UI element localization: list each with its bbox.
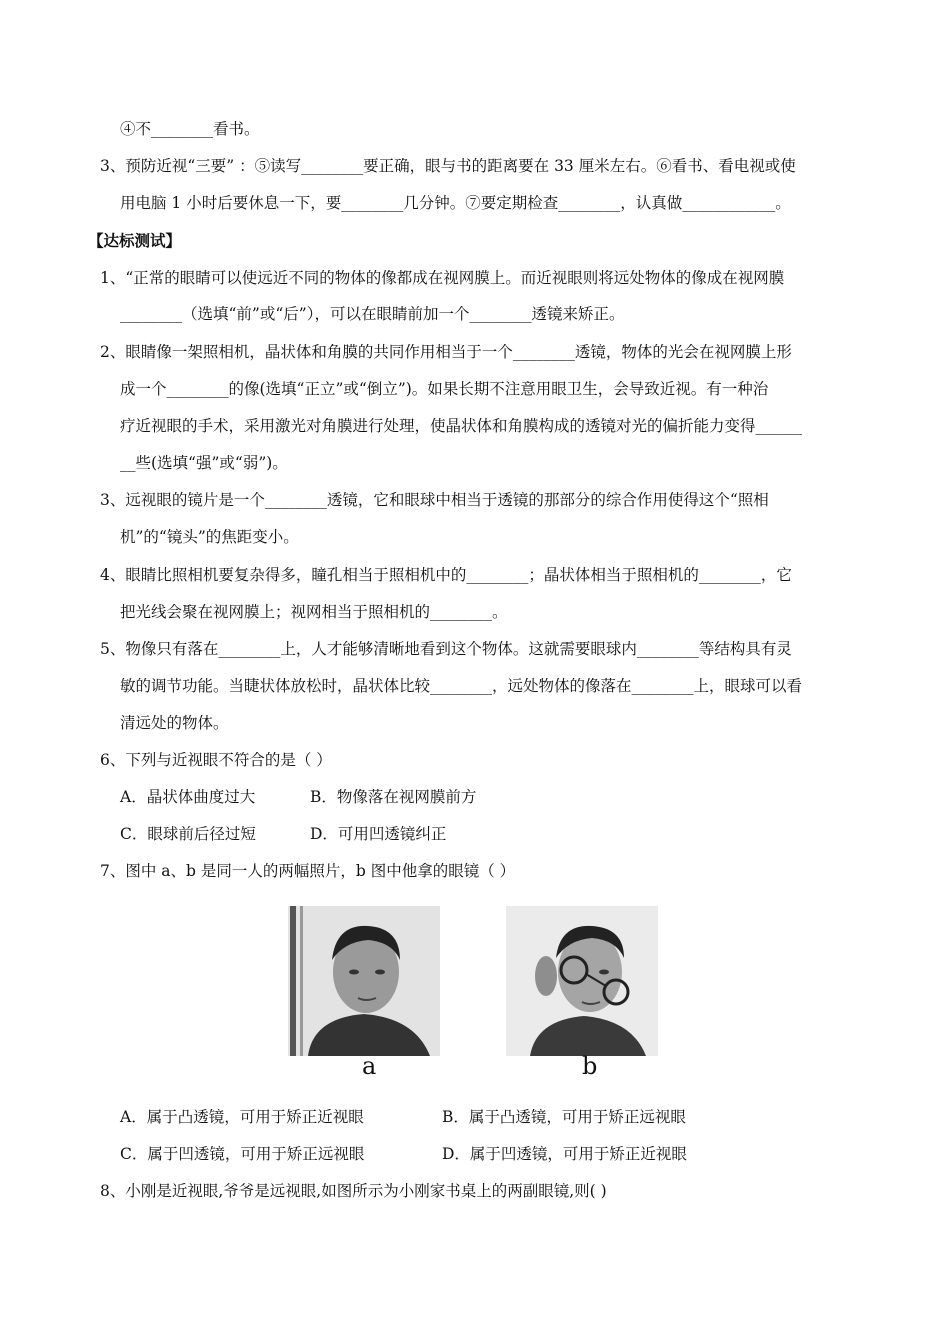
question-4: 4、眼睛比照相机要复杂得多，瞳孔相当于照相机中的________；晶状体相当于照相机的________，它 <box>100 566 792 584</box>
question-2-cont: 成一个________的像(选填“正立”或“倒立”)。如果长期不注意用眼卫生，会导致近视。有一种治 <box>120 380 769 398</box>
option-d: D．属于凹透镜，可用于矫正近视眼 <box>442 1145 687 1163</box>
question-6: 6、下列与近视眼不符合的是（ ） <box>100 751 332 769</box>
option-c: C．属于凹透镜，可用于矫正远视眼 <box>120 1145 365 1163</box>
question-7: 7、图中 a、b 是同一人的两幅照片，b 图中他拿的眼镜（ ） <box>100 862 516 880</box>
question-4-cont: 把光线会聚在视网膜上；视网相当于照相机的________。 <box>120 603 508 621</box>
option-b: B．物像落在视网膜前方 <box>310 788 477 806</box>
option-d: D．可用凹透镜纠正 <box>310 825 447 843</box>
option-a: A．晶状体曲度过大 <box>120 788 256 806</box>
option-c: C．眼球前后径过短 <box>120 825 256 843</box>
photo-b <box>506 906 658 1056</box>
question-5: 5、物像只有落在________上，人才能够清晰地看到这个物体。这就需要眼球内________等结构具有灵 <box>100 640 792 658</box>
question-5-cont: 清远处的物体。 <box>120 714 229 732</box>
option-b: B．属于凸透镜，可用于矫正远视眼 <box>442 1108 686 1126</box>
photo-a <box>288 906 440 1056</box>
photo-figure <box>284 892 680 1082</box>
section-title: 【达标测试】 <box>88 232 182 250</box>
question-1: 1、“正常的眼睛可以使远近不同的物体的像都成在视网膜上。而近视眼则将远处物体的像成在视网膜 <box>100 269 785 287</box>
question-1-cont: ________（选填“前”或“后”），可以在眼睛前加一个________透镜来矫正。 <box>120 305 625 323</box>
text-line: 3、预防近视“三要” ：⑤读写________要正确，眼与书的距离要在 33 厘米左右。⑥看书、看电视或使 <box>100 157 796 175</box>
question-3: 3、远视眼的镜片是一个________透镜，它和眼球中相当于透镜的那部分的综合作用使得这个“照相 <box>100 491 769 509</box>
question-3-cont: 机”的“镜头”的焦距变小。 <box>120 528 299 546</box>
question-8: 8、小刚是近视眼,爷爷是远视眼,如图所示为小刚家书桌上的两副眼镜,则( ) <box>100 1182 607 1200</box>
question-2: 2、眼睛像一架照相机，晶状体和角膜的共同作用相当于一个________透镜，物体的光会在视网膜上形 <box>100 343 792 361</box>
text-line: ④不________看书。 <box>120 120 260 138</box>
question-2-cont: 疗近视眼的手术，采用激光对角膜进行处理，使晶状体和角膜构成的透镜对光的偏折能力变得______ <box>120 417 803 435</box>
figure-label-a: a <box>362 1052 377 1080</box>
text-line: 用电脑 1 小时后要休息一下，要________几分钟。⑦要定期检查________，认真做____________。 <box>120 194 791 212</box>
option-a: A．属于凸透镜，可用于矫正近视眼 <box>120 1108 364 1126</box>
question-2-cont: __些(选填“强”或“弱”)。 <box>120 454 288 472</box>
question-5-cont: 敏的调节功能。当睫状体放松时，晶状体比较________，远处物体的像落在________上，眼球可以看 <box>120 677 803 695</box>
figure-label-b: b <box>582 1052 598 1080</box>
